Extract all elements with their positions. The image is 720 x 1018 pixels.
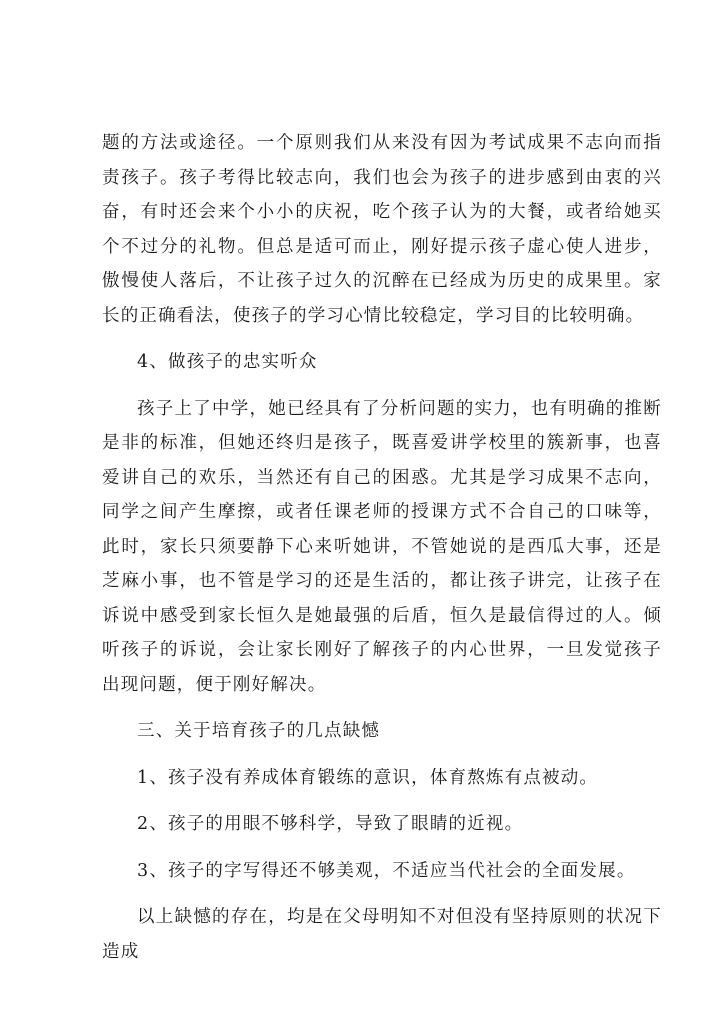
- list-item-exercise: 1、孩子没有养成体育锻练的意识，体育熬炼有点被动。: [137, 767, 599, 788]
- paragraph-conclusion: 以上缺憾的存在，均是在父母明知不对但没有坚持原则的状况下造成: [102, 907, 662, 962]
- list-item-handwriting: 3、孩子的字写得还不够美观，不适应当代社会的全面发展。: [137, 860, 636, 881]
- paragraph-exam-attitude: 题的方法或途径。一个原则我们从来没有因为考试成果不志向而指责孩子。孩子考得比较志向，我们也会为孩子的进步感到由衷的兴奋，有时还会来个小小的庆祝，吃个孩子认为的大餐，或者给她买个不过分的礼物。但总是适可而止，刚好提示孩子虚心使人进步，傲慢使人落后，不让孩子过久的沉醉在已经成为历史的成果里。家长的正确看法，使孩子的学习心情比较稳定，学习目的比较明确。: [102, 133, 662, 326]
- heading-regrets: 三、关于培育孩子的几点缺憾: [137, 721, 381, 741]
- document-body: [102, 126, 662, 969]
- heading-listener: 4、做孩子的忠实听众: [137, 352, 318, 372]
- list-item-eyesight: 2、孩子的用眼不够科学，导致了眼睛的近视。: [137, 814, 524, 834]
- paragraph-listener: 孩子上了中学，她已经具有了分析问题的实力，也有明确的推断是非的标准，但她还终归是孩子，既喜爱讲学校里的簇新事，也喜爱讲自己的欢乐，当然还有自己的困惑。尤其是学习成果不志向，同学之间产生摩擦，或者任课老师的授课方式不合自己的口味等，此时，家长只须要静下心来听她讲，不管她说的是西瓜大事，还是芝麻小事，也不管是学习的还是生活的，都让孩子讲完，让孩子在诉说中感受到家长恒久是她最强的后盾，恒久是最信得过的人。倾听孩子的诉说，会让家长刚好了解孩子的内心世界，一旦发觉孩子出现问题，便于刚好解决。: [102, 398, 662, 695]
